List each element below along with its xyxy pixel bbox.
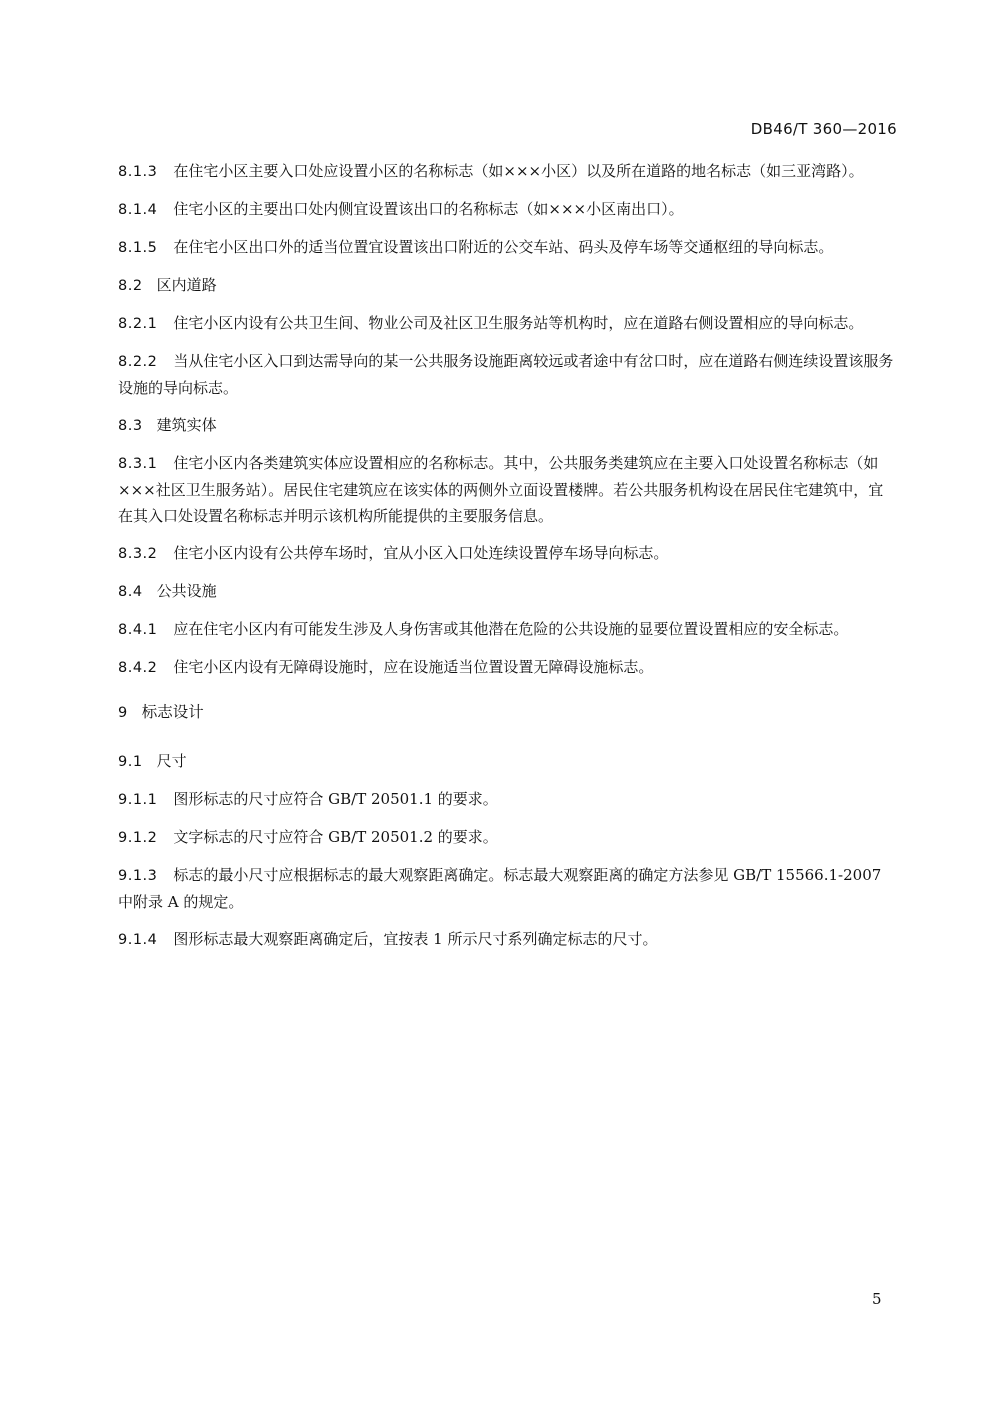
section-title: 区内道路 [156,276,217,294]
section-number: 8.3 [118,418,143,434]
clause-8-2-2 [118,348,898,401]
clause-number: 8.3.1 [118,456,158,472]
section-heading-8-4 [118,578,898,605]
clause-text: 标志的最小尺寸应根据标志的最大观察距离确定。标志最大观察距离的确定方法参见 GB/T 15566.1-2007 中附录 A 的规定。 [118,866,882,911]
clause-text: 住宅小区内设有无障碍设施时，应在设施适当位置设置无障碍设施标志。 [173,658,654,676]
section-number: 8.4 [118,584,143,600]
section-heading-8-3 [118,412,898,439]
section-number: 8.2 [118,278,143,294]
clause-number: 9.1.2 [118,830,158,846]
clause-8-4-1 [118,616,898,643]
clause-number: 8.4.2 [118,660,158,676]
clause-text: 图形标志最大观察距离确定后，宜按表 1 所示尺寸系列确定标志的尺寸。 [173,930,658,948]
clause-text: 应在住宅小区内有可能发生涉及人身伤害或其他潜在危险的公共设施的显要位置设置相应的安全标志。 [173,620,849,638]
clause-8-2-1 [118,310,898,337]
clause-number: 9.1.4 [118,932,158,948]
chapter-title: 标志设计 [141,703,204,721]
document-code: DB46/T 360—2016 [750,120,897,138]
clause-text: 在住宅小区主要入口处应设置小区的名称标志（如×××小区）以及所在道路的地名标志（如三亚湾路）。 [173,162,864,180]
clause-text: 住宅小区的主要出口处内侧宜设置该出口的名称标志（如×××小区南出口）。 [173,200,684,218]
document-body [118,158,898,964]
clause-8-3-2 [118,540,898,567]
clause-number: 8.1.4 [118,202,158,218]
section-number: 9.1 [118,754,143,770]
clause-number: 8.3.2 [118,546,158,562]
section-title: 建筑实体 [156,416,217,434]
section-heading-9-1 [118,748,898,775]
clause-text: 住宅小区内设有公共停车场时，宜从小区入口处连续设置停车场导向标志。 [173,544,669,562]
clause-8-3-1 [118,450,898,529]
section-title: 公共设施 [156,582,217,600]
clause-text: 图形标志的尺寸应符合 GB/T 20501.1 的要求。 [173,790,498,808]
clause-9-1-2 [118,824,898,851]
chapter-number: 9 [118,705,128,721]
clause-text: 文字标志的尺寸应符合 GB/T 20501.2 的要求。 [173,828,498,846]
clause-8-1-4 [118,196,898,223]
clause-9-1-3 [118,862,898,915]
clause-number: 9.1.3 [118,868,158,884]
clause-number: 9.1.1 [118,792,158,808]
clause-text: 当从住宅小区入口到达需导向的某一公共服务设施距离较远或者途中有岔口时，应在道路右侧连续设置该服务设施的导向标志。 [118,352,894,397]
chapter-heading-9 [118,699,898,726]
clause-number: 8.2.1 [118,316,158,332]
clause-8-4-2 [118,654,898,681]
clause-9-1-4 [118,926,898,953]
clause-number: 8.4.1 [118,622,158,638]
clause-text: 住宅小区内各类建筑实体应设置相应的名称标志。其中，公共服务类建筑应在主要入口处设置名称标志（如×××社区卫生服务站）。居民住宅建筑应在该实体的两侧外立面设置楼牌。若公共服务机构设在居民住宅建筑中，宜在其入口处设置名称标志并明示该机构所能提供的主要服务信息。 [118,454,884,525]
clause-number: 8.1.5 [118,240,158,256]
clause-text: 住宅小区内设有公共卫生间、物业公司及社区卫生服务站等机构时，应在道路右侧设置相应的导向标志。 [173,314,864,332]
clause-8-1-3 [118,158,898,185]
clause-number: 8.2.2 [118,354,158,370]
clause-9-1-1 [118,786,898,813]
page-number: 5 [872,1290,882,1308]
clause-number: 8.1.3 [118,164,158,180]
clause-text: 在住宅小区出口外的适当位置宜设置该出口附近的公交车站、码头及停车场等交通枢纽的导向标志。 [173,238,834,256]
clause-8-1-5 [118,234,898,261]
section-heading-8-2 [118,272,898,299]
section-title: 尺寸 [156,752,187,770]
